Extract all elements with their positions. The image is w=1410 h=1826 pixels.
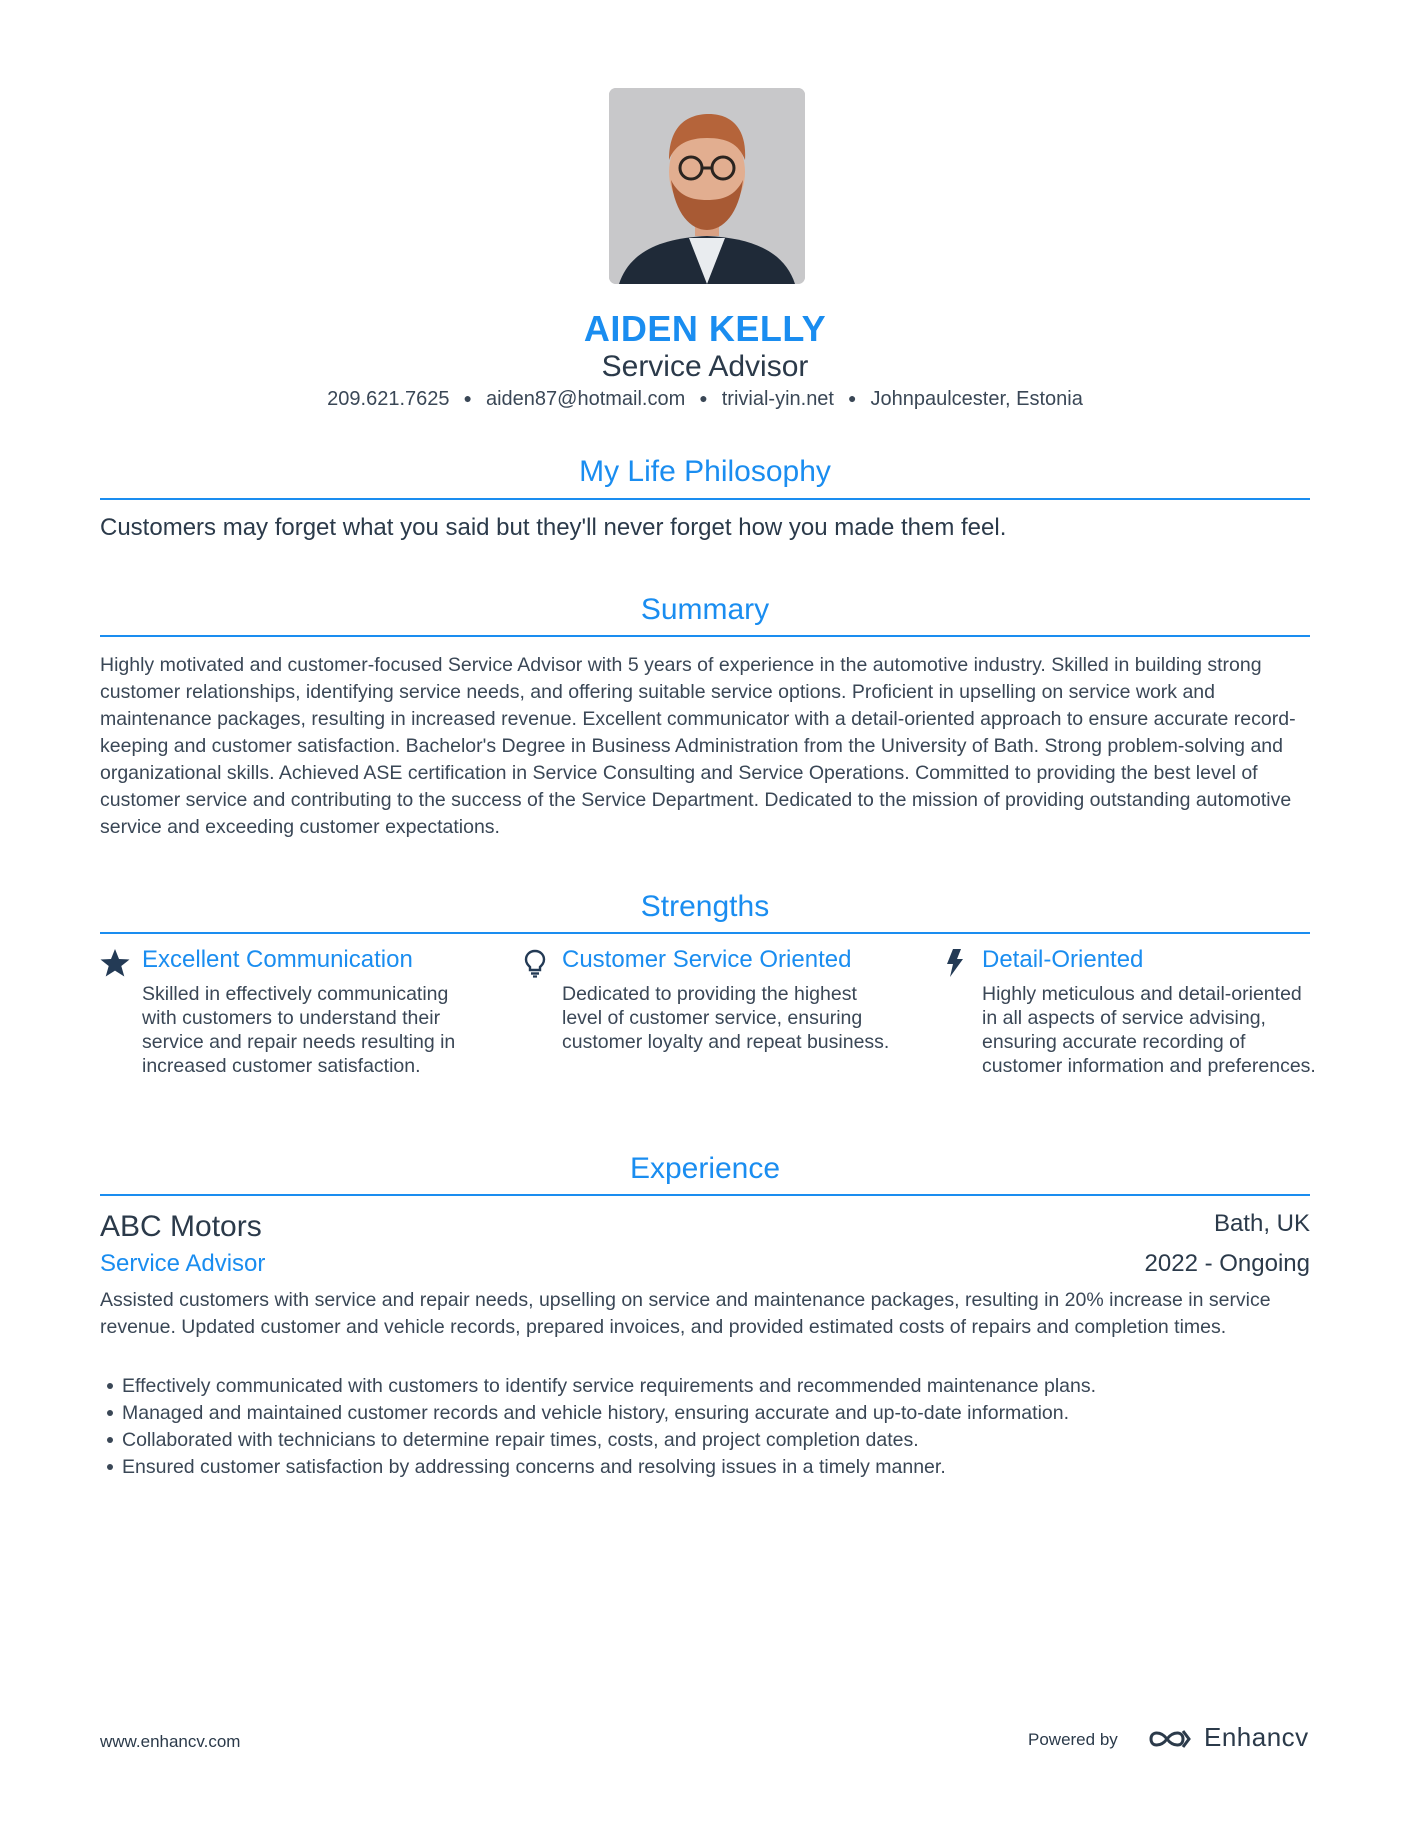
experience-heading: Experience <box>629 1152 781 1185</box>
list-item: Managed and maintained customer records and vehicle history, ensuring accurate and up-to-date information. <box>100 1400 1315 1427</box>
job-dates: 2022 - Ongoing <box>1144 1250 1310 1277</box>
job-bullets <box>100 1373 1315 1481</box>
section-divider <box>100 498 1310 500</box>
avatar <box>609 88 805 284</box>
list-item: Effectively communicated with customers to identify service requirements and recommended maintenance plans. <box>100 1373 1315 1400</box>
candidate-name: AIDEN KELLY <box>583 308 827 349</box>
enhancv-logo-icon <box>1147 1723 1195 1755</box>
separator-dot: ● <box>463 390 472 406</box>
strength-description: Highly meticulous and detail-oriented in all aspects of service advising, ensuring accurate recording of customer information and preferences. <box>982 983 1316 1077</box>
company-name: ABC Motors <box>100 1210 262 1243</box>
philosophy-text: Customers may forget what you said but they'll never forget how you made them feel. <box>100 514 1007 541</box>
list-item: Collaborated with technicians to determine repair times, costs, and project completion dates. <box>100 1427 1315 1454</box>
job-role: Service Advisor <box>100 1250 266 1277</box>
lightning-icon <box>940 948 970 978</box>
strength-description: Dedicated to providing the highest level of customer service, ensuring customer loyalty and repeat business. <box>562 983 890 1053</box>
website-link[interactable]: trivial-yin.net <box>721 388 834 410</box>
phone-number[interactable]: 209.621.7625 <box>327 388 450 410</box>
powered-by-label: Powered by <box>1028 1730 1118 1749</box>
philosophy-heading: My Life Philosophy <box>579 455 831 488</box>
job-description: Assisted customers with service and repair needs, upselling on service and maintenance packages, resulting in 20% increase in service revenue. Updated customer and vehicle records, prepared invoices, and provided estimated costs of repairs and completion times. <box>100 1289 1271 1338</box>
strength-title: Customer Service Oriented <box>562 946 852 973</box>
profile-photo <box>609 88 805 284</box>
section-divider <box>100 932 1310 934</box>
contact-line <box>0 388 1410 411</box>
brand-name[interactable]: Enhancv <box>1204 1722 1309 1752</box>
separator-dot: ● <box>699 390 708 406</box>
job-location: Bath, UK <box>1213 1210 1310 1237</box>
summary-text: Highly motivated and customer-focused Service Advisor with 5 years of experience in the automotive industry. Skilled in building strong customer relationships, identifying service needs, and offering suitable service options. Proficient in upselling on service work and maintenance packages, resulting in increased revenue. Excellent communicator with a detail-oriented approach to ensure accurate record-keeping and customer satisfaction. Bachelor's Degree in Business Administration from the University of Bath. Strong problem-solving and organizational skills. Achieved ASE certification in Service Consulting and Service Operations. Committed to providing the best level of customer service and contributing to the success of the Service Department. Dedicated to the mission of providing outstanding automotive service and exceeding customer expectations. <box>100 654 1296 838</box>
strength-title: Detail-Oriented <box>982 946 1144 973</box>
separator-dot: ● <box>848 390 857 406</box>
strengths-heading: Strengths <box>640 890 770 923</box>
lightbulb-icon <box>520 948 550 978</box>
list-item: Ensured customer satisfaction by addressing concerns and resolving issues in a timely manner. <box>100 1454 1315 1481</box>
candidate-title: Service Advisor <box>601 350 809 383</box>
section-divider <box>100 1194 1310 1196</box>
summary-heading: Summary <box>640 593 770 626</box>
strength-title: Excellent Communication <box>142 946 413 973</box>
section-divider <box>100 635 1310 637</box>
strength-description: Skilled in effectively communicating with customers to understand their service and repair needs resulting in increased customer satisfaction. <box>142 983 456 1077</box>
email-link[interactable]: aiden87@hotmail.com <box>485 388 686 410</box>
location-text: Johnpaulcester, Estonia <box>870 388 1083 410</box>
footer-url[interactable]: www.enhancv.com <box>100 1732 241 1751</box>
star-icon <box>100 948 130 978</box>
